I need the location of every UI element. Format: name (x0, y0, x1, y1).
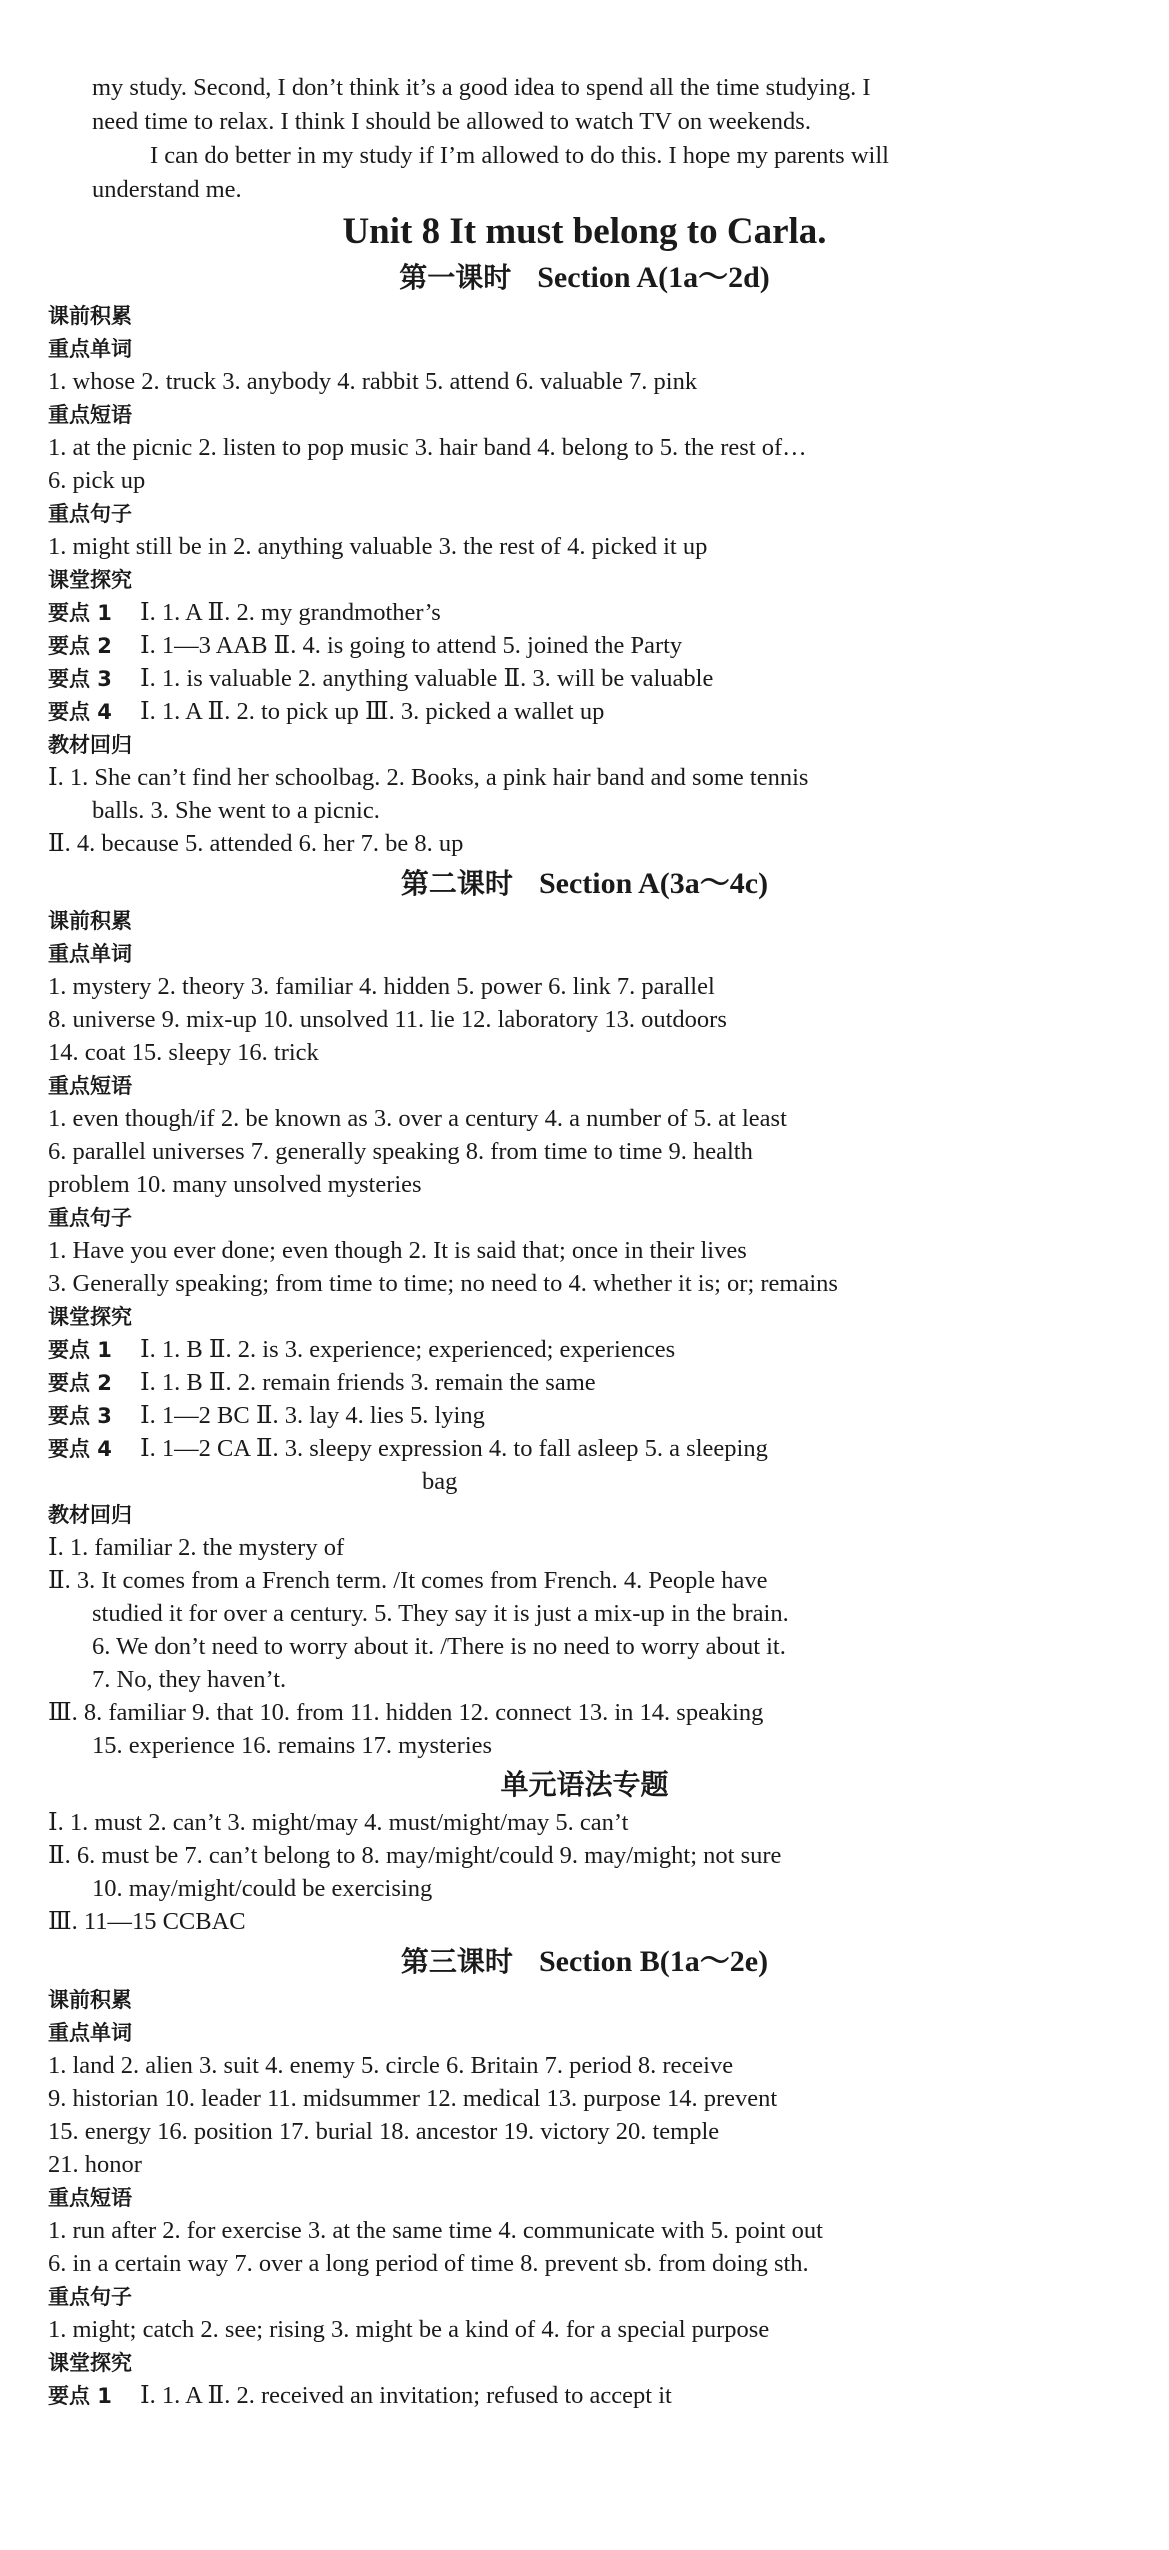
heading-explore: 课堂探究 (48, 568, 132, 592)
phrases-line: 6. pick up (48, 467, 146, 494)
explore-value: Ⅰ. 1. B Ⅱ. 2. is 3. experience; experienced; experiences (140, 1336, 676, 1363)
heading-phrases: 重点短语 (48, 2186, 132, 2210)
explore-value: Ⅰ. 1—2 CA Ⅱ. 3. sleepy expression 4. to fall asleep 5. a sleeping (140, 1435, 768, 1462)
sentences-line: 1. might still be in 2. anything valuable 3. the rest of 4. picked it up (48, 533, 708, 560)
intro-line: I can do better in my study if I’m allowed to do this. I hope my parents will (150, 142, 889, 169)
explore-key: 要点 2 (48, 1371, 112, 1395)
heading-phrases: 重点短语 (48, 1074, 132, 1098)
section-title-cn: 第三课时 (400, 1945, 513, 1978)
section-title-en: Section A(1a～2d) (537, 261, 770, 294)
explore-key: 要点 2 (48, 634, 112, 658)
section-title (0, 258, 1169, 298)
explore-key: 要点 4 (48, 1437, 112, 1461)
unit-title: Unit 8 It must belong to Carla. (342, 211, 827, 252)
explore-key: 要点 3 (48, 1404, 112, 1428)
words-line: 14. coat 15. sleepy 16. trick (48, 1039, 319, 1066)
phrases-line: problem 10. many unsolved mysteries (48, 1171, 422, 1198)
heading-words: 重点单词 (48, 942, 132, 966)
section-title (0, 864, 1169, 904)
words-line: 15. energy 16. position 17. burial 18. ancestor 19. victory 20. temple (48, 2118, 720, 2145)
sentences-line: 3. Generally speaking; from time to time; no need to 4. whether it is; or; remains (48, 1270, 838, 1297)
review-line: Ⅲ. 8. familiar 9. that 10. from 11. hidden 12. connect 13. in 14. speaking (48, 1699, 764, 1726)
section-title (0, 1765, 1169, 1805)
grammar-title: 单元语法专题 (500, 1768, 669, 1801)
explore-value: Ⅰ. 1. A Ⅱ. 2. to pick up Ⅲ. 3. picked a wallet up (140, 698, 605, 725)
review-line: 7. No, they haven’t. (92, 1666, 287, 1693)
heading-preview: 课前积累 (48, 909, 132, 933)
explore-key: 要点 1 (48, 2384, 112, 2408)
explore-key: 要点 1 (48, 1338, 112, 1362)
review-line: Ⅱ. 3. It comes from a French term. /It comes from French. 4. People have (48, 1567, 768, 1594)
heading-preview: 课前积累 (48, 304, 132, 328)
phrases-line: 1. at the picnic 2. listen to pop music 3. hair band 4. belong to 5. the rest of… (48, 434, 807, 461)
review-line: balls. 3. She went to a picnic. (92, 797, 380, 824)
heading-sentences: 重点句子 (48, 502, 132, 526)
section-title-en: Section A(3a～4c) (538, 867, 769, 900)
phrases-line: 6. in a certain way 7. over a long period of time 8. prevent sb. from doing sth. (48, 2250, 809, 2277)
heading-phrases: 重点短语 (48, 403, 132, 427)
review-line: studied it for over a century. 5. They say it is just a mix-up in the brain. (92, 1600, 789, 1627)
grammar-line: Ⅰ. 1. must 2. can’t 3. might/may 4. must/might/may 5. can’t (48, 1809, 629, 1836)
explore-value-cont: bag (422, 1468, 458, 1495)
heading-words: 重点单词 (48, 337, 132, 361)
intro-line: understand me. (92, 176, 242, 203)
explore-value: Ⅰ. 1—2 BC Ⅱ. 3. lay 4. lies 5. lying (140, 1402, 485, 1429)
section-title (0, 1942, 1169, 1982)
heading-words: 重点单词 (48, 2021, 132, 2045)
heading-review: 教材回归 (48, 733, 132, 757)
words-line: 1. mystery 2. theory 3. familiar 4. hidden 5. power 6. link 7. parallel (48, 973, 715, 1000)
heading-review: 教材回归 (48, 1503, 132, 1527)
review-line: 15. experience 16. remains 17. mysteries (92, 1732, 493, 1759)
words-line: 1. whose 2. truck 3. anybody 4. rabbit 5. attend 6. valuable 7. pink (48, 368, 698, 395)
phrases-line: 6. parallel universes 7. generally speaking 8. from time to time 9. health (48, 1138, 753, 1165)
review-line: Ⅰ. 1. familiar 2. the mystery of (48, 1534, 345, 1561)
explore-value: Ⅰ. 1. A Ⅱ. 2. received an invitation; refused to accept it (140, 2382, 672, 2409)
explore-value: Ⅰ. 1. B Ⅱ. 2. remain friends 3. remain the same (140, 1369, 596, 1396)
intro-line: my study. Second, I don’t think it’s a good idea to spend all the time studying. I (92, 74, 871, 101)
section-title-en: Section B(1a～2e) (538, 1945, 769, 1978)
review-line: Ⅱ. 4. because 5. attended 6. her 7. be 8. up (48, 830, 464, 857)
explore-key: 要点 1 (48, 601, 112, 625)
sentences-line: 1. Have you ever done; even though 2. It is said that; once in their lives (48, 1237, 747, 1264)
explore-key: 要点 4 (48, 700, 112, 724)
review-line: Ⅰ. 1. She can’t find her schoolbag. 2. Books, a pink hair band and some tennis (48, 764, 809, 791)
grammar-line: 10. may/might/could be exercising (92, 1875, 433, 1902)
heading-explore: 课堂探究 (48, 1305, 132, 1329)
intro-line: need time to relax. I think I should be allowed to watch TV on weekends. (92, 108, 811, 135)
section-title-cn: 第二课时 (400, 867, 513, 900)
heading-explore: 课堂探究 (48, 2351, 132, 2375)
heading-sentences: 重点句子 (48, 2285, 132, 2309)
heading-sentences: 重点句子 (48, 1206, 132, 1230)
explore-value: Ⅰ. 1. A Ⅱ. 2. my grandmother’s (140, 599, 441, 626)
phrases-line: 1. run after 2. for exercise 3. at the same time 4. communicate with 5. point out (48, 2217, 823, 2244)
grammar-line: Ⅱ. 6. must be 7. can’t belong to 8. may/might/could 9. may/might; not sure (48, 1842, 782, 1869)
review-line: 6. We don’t need to worry about it. /There is no need to worry about it. (92, 1633, 786, 1660)
phrases-line: 1. even though/if 2. be known as 3. over a century 4. a number of 5. at least (48, 1105, 787, 1132)
explore-value: Ⅰ. 1. is valuable 2. anything valuable Ⅱ. 3. will be valuable (140, 665, 714, 692)
heading-preview: 课前积累 (48, 1988, 132, 2012)
explore-value: Ⅰ. 1—3 AAB Ⅱ. 4. is going to attend 5. joined the Party (140, 632, 683, 659)
section-title-cn: 第一课时 (399, 261, 512, 294)
words-line: 8. universe 9. mix-up 10. unsolved 11. lie 12. laboratory 13. outdoors (48, 1006, 727, 1033)
words-line: 1. land 2. alien 3. suit 4. enemy 5. circle 6. Britain 7. period 8. receive (48, 2052, 734, 2079)
grammar-line: Ⅲ. 11—15 CCBAC (48, 1908, 246, 1935)
words-line: 9. historian 10. leader 11. midsummer 12. medical 13. purpose 14. prevent (48, 2085, 778, 2112)
sentences-line: 1. might; catch 2. see; rising 3. might be a kind of 4. for a special purpose (48, 2316, 770, 2343)
words-line: 21. honor (48, 2151, 142, 2178)
explore-key: 要点 3 (48, 667, 112, 691)
